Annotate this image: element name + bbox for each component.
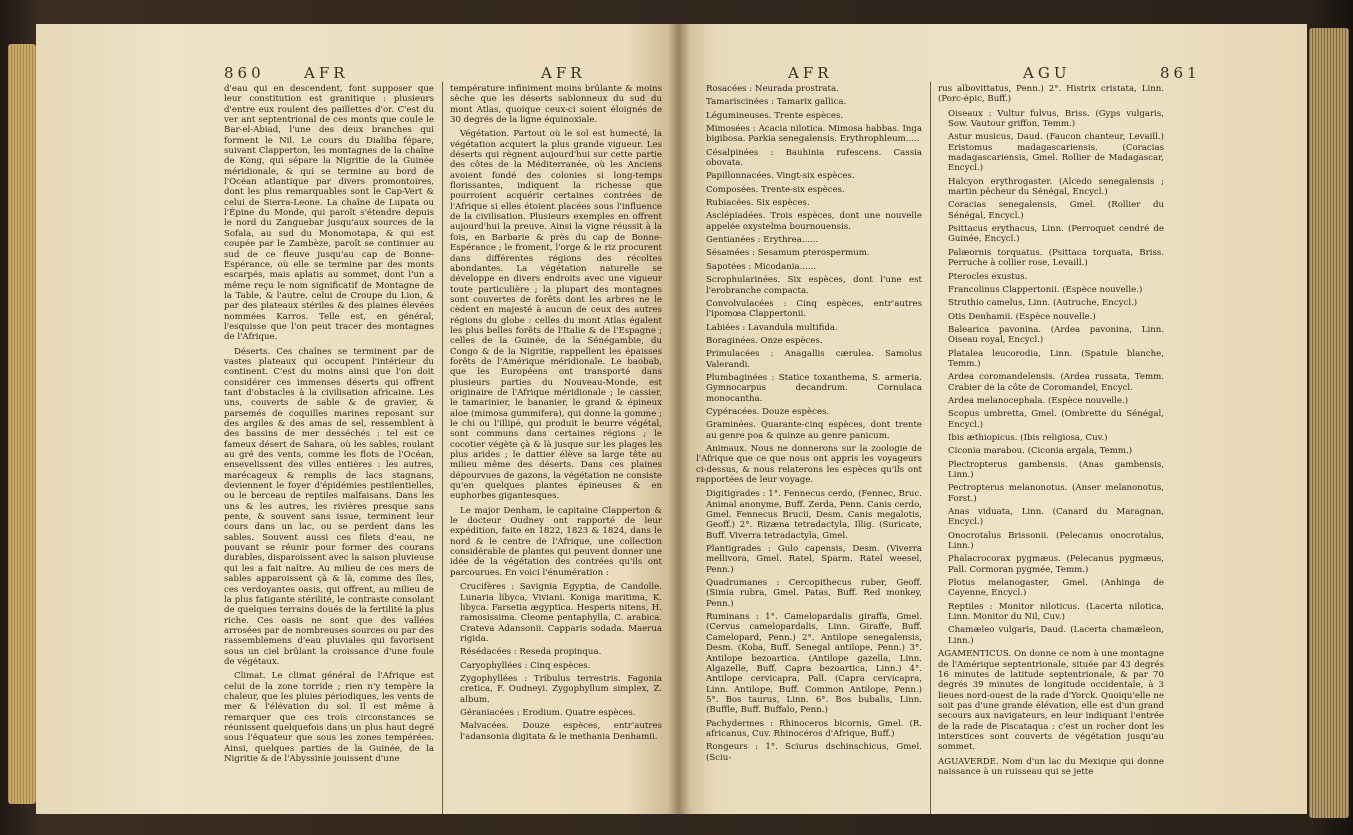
book-gutter bbox=[668, 24, 690, 814]
list-item: Composées. Trente-six espèces. bbox=[706, 184, 845, 195]
left-header-right: AFR bbox=[541, 64, 586, 82]
list-item: Malvacées. Douze espèces, entr'autres l'adansonia digitata & le methania Denhamii. bbox=[460, 721, 662, 742]
list-item: Reptiles : Monitor niloticus. (Lacerta nilotica, Linn. Monitor du Nil, Cuv.) bbox=[948, 601, 1164, 623]
list-item: Asclépiadées. Trois espèces, dont une nouvelle appelée oxystelma bournouensis. bbox=[706, 211, 922, 232]
list-item: Astur musicus, Daud. (Faucon chanteur, Levaill.) Eristomus madagascariensis. (Coracias madagascariensis, Gmel. Rollier de Madagascar, Encycl.) bbox=[948, 132, 1164, 174]
list-item: Ruminans : 1°. Camelopardalis giraffa, Gmel. (Cervus camelopardalis, Linn. Giraffe, Buff. Camelopard, Penn.) 2°. Antilope senegalensis, Desm. (Koba, Buff. Senegal antilope, Penn.) 3°. Antilope bezoartica. (Antilope gazella, Linn. Algazelle, Buff. Capra bezoartica, Linn.) 4°. Antilope cervicapra, Pall. (Capra cervicapra, Linn. Antilope, Buff. Common Antilope, Penn.) 5°. Bos taurus, Linn. 6°. Bos bubalis, Linn. (Buffle, Buff. Buffalo, Penn.) bbox=[706, 612, 922, 716]
list-item: Ciconia marabou. (Ciconia argala, Temm.) bbox=[948, 446, 1133, 457]
paragraph: Déserts. Ces chaînes se terminent par de vastes plateaux qui occupent l'intérieur du continent. C'est du moins ainsi que l'on doit considérer ces immenses déserts qui offrent tant d'obstacles à la civilisation africaine. Les uns, couverts de sable & de gravier, & parsemés de coquilles marines reposant sur des argiles & des amas de sel, ressemblent à des bassins de mer desséchés : tel est ce fameux désert de Sahara, où les sables, roulant au gré des vents, comme les flots de l'Océan, ensevelissent des villes entières : les autres, marécageux & remplis de lacs stagnans, deviennent le foyer d'épidémies pestilentielles, ou le berceau de reptiles malfaisans. Dans les uns & les autres, les rivières presque sans pente, & souvent sans issue, terminent leur cours dans un lac, ou se perdent dans les sables. Souvent aussi ces filets d'eau, ne pouvant se réunir pour former des courans durables, disparoissent avec la saison pluvieuse qui les a fait naître. Au milieu de ces mers de sables apparoissent çà & là, comme des îles, ces verdoyantes oasis, qui offrent, au milieu de la plus fatigante stérilité, le contraste consolant de quelques terrains doués de la fertilité la plus riche. Ces oasis ne sont que des vallées arrosées par de nombreuses sources ou par des rassemblemens d'eau pluviales qui favorisent sous un ciel brûlant la croissance d'une foule de végétaux. bbox=[224, 346, 434, 667]
list-item: Plectropterus gambensis. (Anas gambensis, Linn.) bbox=[948, 459, 1164, 480]
paragraph: Végétation. Partout où le sol est humecté, la végétation acquiert la plus grande vigueur. Les déserts qui règnent aujourd'hui sur cette partie des côtes de la Méditerranée, où les Anciens avoient fondé des colonies si long-temps florissantes, indiquent la richesse que pourroient acquérir certaines contrées de l'Afrique si elles étoient placées sous l'influence de la civilisation. Plusieurs exemples en offrent aujourd'hui la preuve. Ainsi la vigne réussit à la fois, en Barbarie & près du cap de Bonne-Espérance ; le froment, l'orge & le riz procurent dans différentes régions des récoltes abondantes. La végétation naturelle se développe en divers endroits avec une vigueur toute particulière ; la plupart des montagnes sont couvertes de forêts dont les arbres ne le cèdent en majesté à aucun de ceux des autres régions du globe : celles du mont Atlas égalent les plus belles forêts de l'Italie & de l'Espagne ; celles de la Guinée, de la Sénégambie, du Congo & de la Nigritie, rappellent les épaisses forêts de l'Amérique méridionale. Le baobab, que les Européens ont transporté dans plusieurs parties du Nouveau-Monde, est originaire de l'Afrique méridionale ; le cassier, le tamarinier, le bananier, le grand & épineux aloe (mimosa gummifera), qui donne la gomme ; le chi ou l'illipé, qui produit le beurre végétal, sont communs dans certaines régions ; le cocotier végète çà & là jusque sur les plages les plus arides ; le dattier élève sa large tête au milieu même des déserts. Dans ces plaines dépourvues de gazons, la végétation ne consiste qu'en quelques plantes épineuses & en euphorbes gigantesques. bbox=[450, 129, 662, 502]
list-item: Pachydermes : Rhinoceros bicornis, Gmel. (R. africanus, Cuv. Rhinocéros d'Afrique, Buff.) bbox=[706, 718, 922, 739]
paragraph: rus albovittatus, Penn.) 2°. Histrix cristata, Linn. (Porc-épic, Buff.) bbox=[938, 84, 1164, 105]
list-item: Oiseaux : Vultur fulvus, Briss. (Gyps vulgaris, Sow. Vautour griffon, Temm.) bbox=[948, 108, 1164, 130]
paragraph: Le major Denham, le capitaine Clapperton & le docteur Oudney ont rapporté de leur expédition, faite en 1822, 1823 & 1824, dans le nord & le centre de l'Afrique, une collection considérable de plantes qui peuvent donner une idée de la végétation des contrées qu'ils ont parcourues. En voici l'énumération : bbox=[450, 505, 662, 578]
paragraph: d'eau qui en descendent, font supposer que leur constitution est granitique : plusieurs d'entre eux roulent des paillettes d'or. C'est du ver ant septentrional de ces monts que coule le Bar-el-Abiad, l'une des deux branches qui forment le Nil. Le cours du Dialiba fépare, suivant Clapperton, les montagnes de la chaîne de Kong, qui sépare la Nigritie de la Guinée méridionale, & qui se termine au bord de l'Océan atlantique par divers promontoires, dont les plus remarquables sont le Cap-Vert & celui de Sierra-Leone. La chaîne de Lupata ou l'Épine du Monde, qui paroît s'étendre depuis le nord du Zanguebar jusqu'aux sources de la Sofala, au sud du Monomotapa, & qui est coupée par le Zambèze, paroît se continuer au sud de ce fleuve jusqu'au cap de Bonne-Espérance, où elle se termine par des monts escarpés, mais aplatis au sommet, dont l'un a même reçu le nom significatif de Montagne de la Table, & l'autre, celui de Croupe du Lion, & par des plateaux stériles & des plaines élevées nommées Karros. Telle est, en général, l'esquisse que l'on peut tracer des montagnes de l'Afrique. bbox=[224, 84, 434, 343]
list-item: Balearica pavonina. (Ardea pavonina, Linn. Oiseau royal, Encycl.) bbox=[948, 324, 1164, 346]
list-item: Struthio camelus, Linn. (Autruche, Encycl.) bbox=[948, 298, 1138, 309]
right-page bbox=[678, 24, 1307, 814]
list-item: Primulacées : Anagallis cærulea. Samolus Valerandi. bbox=[706, 349, 922, 370]
left-column-rule bbox=[442, 82, 443, 814]
list-item: Otis Denhamii. (Espèce nouvelle.) bbox=[948, 311, 1096, 322]
list-item: Scrophularinées. Six espèces, dont l'une est l'erobranche compacta. bbox=[706, 275, 922, 296]
right-header-left: AFR bbox=[788, 64, 833, 82]
list-item: Sésamées : Sesamum pterospermum. bbox=[706, 248, 870, 259]
list-item: Chamæleo vulgaris, Daud. (Lacerta chamæleon, Linn.) bbox=[948, 625, 1164, 646]
right-column-1 bbox=[696, 84, 922, 766]
list-item: Rosacées : Neurada prostrata. bbox=[706, 84, 839, 94]
list-item: Papillonnacées. Vingt-six espèces. bbox=[706, 171, 855, 182]
paragraph: température infiniment moins brûlante & moins sèche que les déserts sablonneux du sud du mont Atlas, quoique ceux-ci soient éloignés de 30 degrés de la ligne équinoxiale. bbox=[450, 84, 662, 126]
list-item: Halcyon erythrogaster. (Alcedo senegalensis ; martin pêcheur du Sénégal, Encycl.) bbox=[948, 176, 1164, 198]
list-item: Caryophyllées : Cinq espèces. bbox=[460, 660, 591, 671]
list-item: Platalea leucorodia, Linn. (Spatule blanche, Temm.) bbox=[948, 348, 1164, 369]
page-edges-right bbox=[1309, 28, 1349, 818]
list-item: Ibis æthiopicus. (Ibis religiosa, Cuv.) bbox=[948, 432, 1108, 443]
list-item: Gentianées : Erythrea...... bbox=[706, 235, 819, 246]
list-item: Ardea melanocephala. (Espèce nouvelle.) bbox=[948, 395, 1129, 406]
left-page-number: 860 bbox=[224, 64, 265, 82]
list-item: Rongeurs : 1°. Sciurus dschinschicus, Gmel. (Sciu- bbox=[706, 742, 922, 763]
list-item: Rubiacées. Six espèces. bbox=[706, 198, 810, 209]
left-column-1 bbox=[224, 84, 434, 768]
list-item: Pectropterus melanonotus. (Anser melanonotus, Forst.) bbox=[948, 483, 1164, 504]
list-item: Quadrumanes : Cercopithecus ruber, Geoff. (Simia rubra, Gmel. Patas, Buff. Red monkey, Penn.) bbox=[706, 578, 922, 609]
right-column-2 bbox=[938, 84, 1164, 781]
list-item: Francolinus Clappertonii. (Espèce nouvelle.) bbox=[948, 284, 1143, 295]
list-item: Tamariscinées : Tamarix gallica. bbox=[706, 97, 847, 108]
right-header-right: AGU bbox=[1023, 64, 1071, 82]
list-item: Sapotées : Micodania...... bbox=[706, 261, 817, 272]
list-item: Plumbaginées : Statice toxanthema, S. armeria. Gymnocarpus decandrum. Cornulaca monocantha. bbox=[706, 372, 922, 404]
list-item: Scopus umbretta, Gmel. (Ombrette du Sénégal, Encycl.) bbox=[948, 409, 1164, 430]
list-item: Coracias senegalensis, Gmel. (Rollier du Sénégal, Encycl.) bbox=[948, 200, 1164, 221]
list-item: Crucifères : Savignia Egyptia, de Candolle. Lunaria libyca, Viviani. Koniga maritima, K. libyca. Farsetia ægyptica. Hesperis nitens, H. ramosissima. Cleome pentaphylla, C. arabica. Crateva Adansonii. Capparis sodada. Maerua rigida. bbox=[460, 582, 662, 644]
list-item: Cypéracées. Douze espèces. bbox=[706, 406, 830, 417]
right-page-number: 861 bbox=[1160, 64, 1201, 82]
list-item: Pterocles exustus. bbox=[948, 271, 1028, 282]
list-item: Résédacées : Reseda propinqua. bbox=[460, 647, 602, 658]
left-page bbox=[36, 24, 678, 814]
article-entry: AGUAVERDE. Nom d'un lac du Mexique qui donne naissance à un ruisseau qui se jette bbox=[938, 756, 1164, 777]
list-item: Anas viduata, Linn. (Canard du Maragnan, Encycl.) bbox=[948, 507, 1164, 528]
paragraph: Animaux. Nous ne donnerons sur la zoologie de l'Afrique que ce que nous ont appris les voyageurs ci-dessus, & nous relaterons les espèces qu'ils ont rapportées de leur voyage. bbox=[696, 443, 922, 485]
page-edges-left bbox=[8, 44, 36, 804]
left-header-left: AFR bbox=[304, 64, 349, 82]
right-column-rule bbox=[930, 82, 931, 814]
article-entry: AGAMENTICUS. On donne ce nom à une montagne de l'Amérique septentrionale, située par 43 degrés 16 minutes de latitude septentrionale, & par 70 degrés 39 minutes de longitude occidentale, à 3 lieues nord-ouest de la rade d'Yorck. Quoiqu'elle ne soit pas d'une grande élévation, elle est d'un grand secours aux navigateurs, en leur indiquant l'entrée de la rade de Piscataqua : c'est un rocher dont les interstices sont couverts de végétation jusqu'au sommet. bbox=[938, 649, 1164, 753]
list-item: Géraniacées : Erodium. Quatre espèces. bbox=[460, 707, 636, 718]
list-item: Boraginées. Onze espèces. bbox=[706, 335, 823, 346]
list-item: Mimosées : Acacia nilotica. Mimosa habbas. Inga bigibosa. Parkia senegalensis. Erythrophleum..... bbox=[706, 124, 922, 145]
list-item: Zygophyllées : Tribulus terrestris. Fagonia cretica, F. Oudneyi. Zygophyllum simplex, Z. album. bbox=[460, 673, 662, 705]
list-item: Césalpinées : Bauhinia rufescens. Cassia obovata. bbox=[706, 147, 922, 169]
list-item: Graminées. Quarante-cinq espèces, dont trente au genre poa & quinze au genre panicum. bbox=[706, 420, 922, 441]
list-item: Labiées : Lavandula multifida. bbox=[706, 322, 838, 333]
list-item: Phalacrocorax pygmæus. (Pelecanus pygmæus, Pall. Cormoran pygmée, Temm.) bbox=[948, 554, 1164, 575]
list-item: Plantigrades : Gulo capensis, Desm. (Viverra mellivora, Gmel. Ratel, Sparm. Ratel weesel, Penn.) bbox=[706, 544, 922, 575]
list-item: Onocrotalus Brissonii. (Pelecanus onocrotalus, Linn.) bbox=[948, 530, 1164, 552]
list-item: Légumineuses. Trente espèces. bbox=[706, 110, 844, 121]
paragraph: Climat. Le climat général de l'Afrique est celui de la zone torride ; rien n'y tempère la chaleur, que les pluies périodiques, les vents de mer & l'élévation du sol. Il est même à remarquer que ces trois circonstances se réunissent quelquefois dans un plus haut degré sous l'équateur que sous les zones tempérées. Ainsi, quelques parties de la Guinée, de la Nigritie & de l'Abyssinie jouissent d'une bbox=[224, 671, 434, 764]
list-item: Plotus melanogaster, Gmel. (Anhinga de Cayenne, Encycl.) bbox=[948, 578, 1164, 599]
list-item: Palæornis torquatus. (Psittaca torquata, Briss. Perruche à collier rose, Levaill.) bbox=[948, 247, 1164, 269]
list-item: Psittacus erythacus, Linn. (Perroquet cendré de Guinée, Encycl.) bbox=[948, 224, 1164, 245]
list-item: Convolvulacées : Cinq espèces, entr'autres l'ipomœa Clappertonii. bbox=[706, 298, 922, 320]
list-item: Ardea coromandelensis. (Ardea russata, Temm. Crabier de la côte de Coromandel, Encycl. bbox=[948, 372, 1164, 393]
list-item: Digitigrades : 1°. Fennecus cerdo, (Fennec, Bruc. Animal anonyme, Buff. Zerda, Penn. Canis cerdo, Gmel. Fennecus Brucii, Desm. Canis megalotis, Geoff.) 2°. Rizæna tetradactyla, Illig. (Suricate, Buff. Viverra tetradactyla, Gmel. bbox=[706, 489, 922, 541]
left-column-2 bbox=[450, 84, 662, 745]
